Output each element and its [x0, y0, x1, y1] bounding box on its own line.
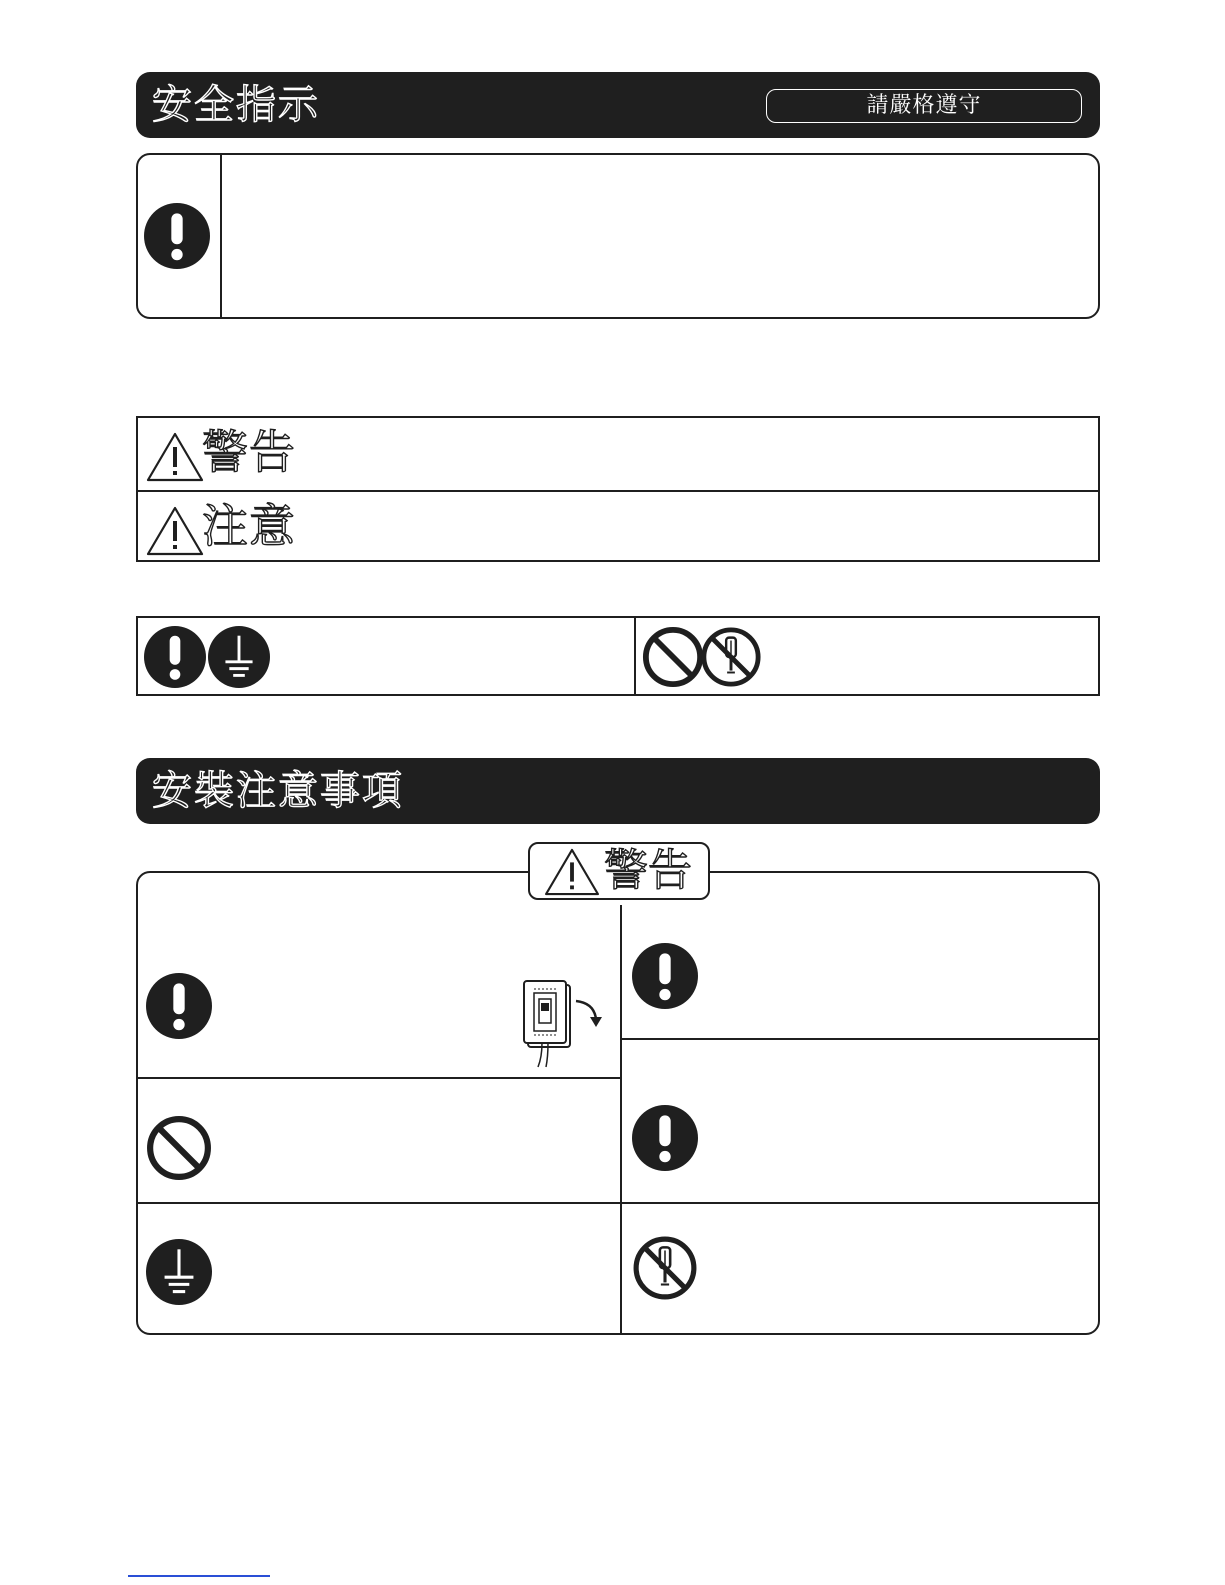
no-disassembly-icon [700, 626, 762, 688]
prohibited-icon [642, 626, 704, 688]
exclamation-mandatory-icon [632, 943, 698, 1009]
warning-row [138, 418, 1098, 489]
safety-title: 安全指示 [152, 82, 320, 128]
install-title: 安裝注意事項 [152, 768, 404, 814]
symbol-col-divider [634, 618, 636, 694]
exclamation-mandatory-icon [144, 203, 210, 273]
exclamation-mandatory-icon [632, 1105, 698, 1171]
safety-intro-box [136, 153, 1100, 319]
intro-divider [220, 155, 222, 317]
symbol-legend-table [136, 616, 1100, 696]
exclamation-mandatory-icon [146, 973, 212, 1039]
hazard-level-table [136, 416, 1100, 562]
row-divider-right-1 [620, 1038, 1100, 1040]
caution-triangle-icon [146, 506, 204, 556]
install-warning-tab [528, 842, 710, 900]
circuit-breaker-illustration [522, 979, 608, 1069]
prohibited-icon [146, 1115, 212, 1181]
exclamation-mandatory-icon [144, 626, 206, 688]
safety-banner [136, 72, 1100, 138]
ground-icon [146, 1239, 212, 1305]
footer-rule [128, 1575, 270, 1577]
caution-row [138, 490, 1098, 563]
install-warning-label: 警告 [604, 845, 692, 896]
install-precautions-box [136, 871, 1100, 1335]
install-col-divider [620, 905, 622, 1333]
warning-label: 警告 [202, 425, 296, 479]
strict-compliance-badge: 請嚴格遵守 [766, 89, 1082, 123]
ground-icon [208, 626, 270, 688]
warning-triangle-icon [544, 848, 600, 896]
row-divider-left-1 [138, 1077, 620, 1079]
caution-label: 注意 [202, 499, 296, 553]
row-divider-full [138, 1202, 1098, 1204]
install-banner [136, 758, 1100, 824]
warning-triangle-icon [146, 432, 204, 482]
no-disassembly-icon [632, 1235, 698, 1301]
